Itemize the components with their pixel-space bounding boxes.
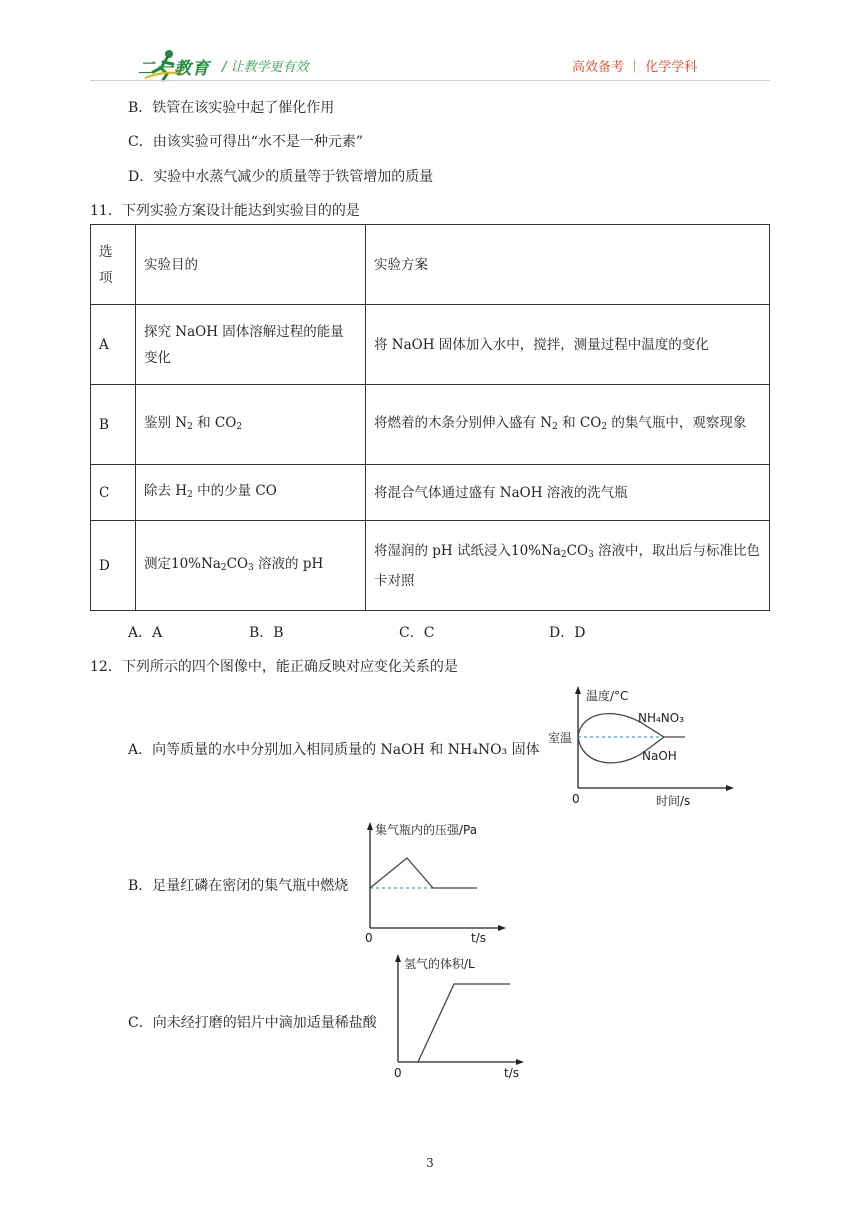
table-row: C 除去 $H_2$ 中的少量 CO 将混合气体通过盛有 NaOH 溶液的洗气瓶 [91, 465, 770, 521]
choice-d: D．D [549, 625, 586, 641]
graph-b-origin: 0 [365, 931, 373, 945]
header-divider [90, 80, 770, 81]
header-slogan: / 让教学更有效 [222, 60, 309, 75]
logo-text: 二一教育 [138, 59, 210, 79]
graph-a-room-temp: 室温 [548, 731, 573, 745]
table-row: D 测定$10\%Na_2CO_3$ 溶液的 pH 将湿润的 pH 试纸浸入$10\%Na_2CO_3$ 溶液中，取出后与标准比色卡对照 [91, 521, 770, 611]
graph-b-ylabel: 集气瓶内的压强/Pa [375, 823, 478, 837]
graph-a-series-top: NH₄NO₃ [638, 711, 685, 725]
graph-b [355, 818, 525, 948]
header-option: 选 项 [91, 225, 136, 305]
choice-b: B．B [249, 625, 284, 641]
q10-option-c: C．由该实验可得出“水不是一种元素” [128, 134, 364, 150]
header-goal: 实验目的 [136, 225, 366, 305]
q11-stem: 11．下列实验方案设计能达到实验目的的是 [90, 203, 360, 219]
q12-option-b: B．足量红磷在密闭的集气瓶中燃烧 [128, 878, 349, 894]
page-number: 3 [426, 1156, 434, 1170]
graph-a-origin: 0 [572, 792, 580, 806]
graph-a-ylabel: 温度/°C [586, 689, 629, 703]
table-header-row [91, 225, 770, 305]
choice-c: C．C [399, 625, 435, 641]
header-subject: 高效备考 ｜ 化学学科 [572, 60, 698, 75]
q12-option-a: A．向等质量的水中分别加入相同质量的 NaOH 和 NH₄NO₃ 固体 [128, 742, 540, 758]
q10-option-b: B．铁管在该实验中起了催化作用 [128, 100, 335, 116]
table-row: A 探究 NaOH 固体溶解过程的能量变化 将 NaOH 固体加入水中，搅拌，测量过程中温度的变化 [91, 305, 770, 385]
choice-a: A．A [128, 625, 163, 641]
graph-c [388, 950, 538, 1084]
q11-table [90, 224, 770, 611]
table-row: B 鉴别 $N_2$ 和 $CO_2$ 将燃着的木条分别伸入盛有 $N_2$ 和 $CO_2$ 的集气瓶中，观察现象 [91, 385, 770, 465]
graph-c-ylabel: 氢气的体积/L [404, 957, 475, 971]
q10-option-d: D．实验中水蒸气减少的质量等于铁管增加的质量 [128, 169, 434, 185]
graph-a [540, 684, 740, 810]
q12-stem: 12．下列所示的四个图像中，能正确反映对应变化关系的是 [90, 659, 458, 675]
graph-c-origin: 0 [394, 1066, 402, 1080]
graph-a-xlabel: 时间/s [656, 794, 691, 808]
graph-b-xlabel: t/s [471, 931, 486, 945]
q12-option-c: C．向未经打磨的铝片中滴加适量稀盐酸 [128, 1015, 377, 1031]
graph-a-series-bottom: NaOH [642, 749, 677, 763]
graph-c-xlabel: t/s [504, 1066, 519, 1080]
header-plan: 实验方案 [366, 225, 770, 305]
